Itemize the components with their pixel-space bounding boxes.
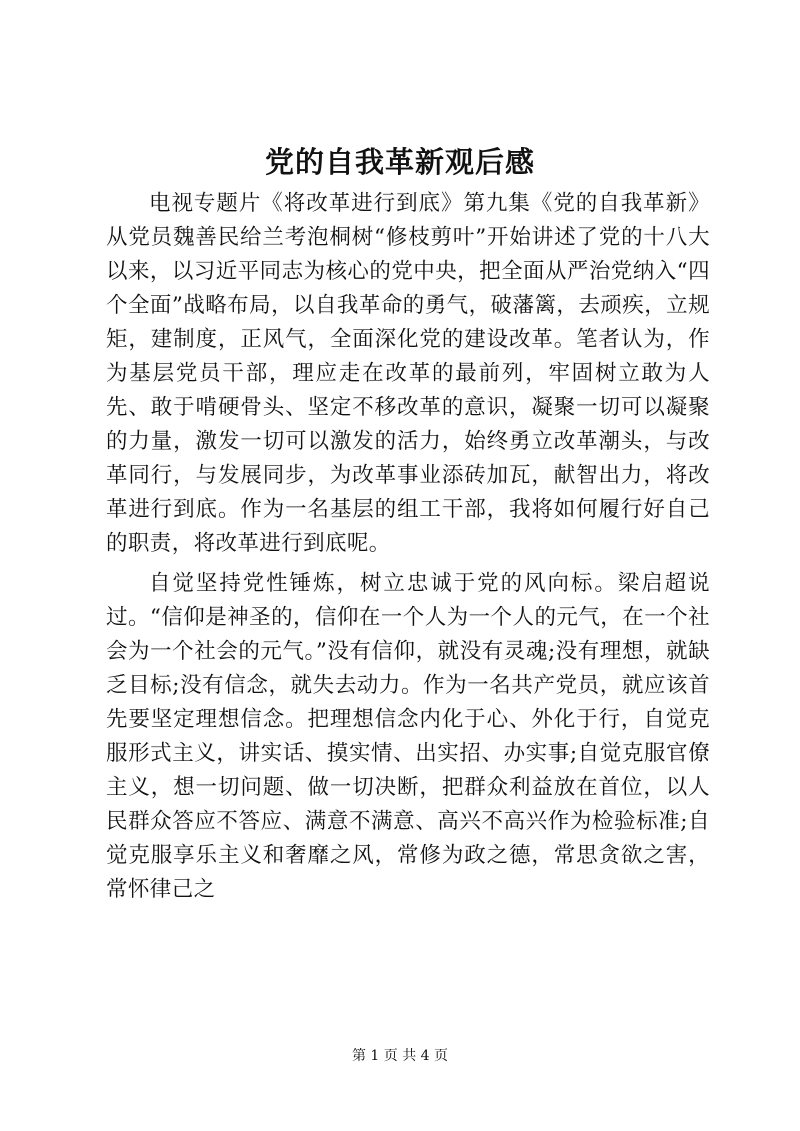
paragraph-2: 自觉坚持党性锤炼，树立忠诚于党的风向标。梁启超说过。“信仰是神圣的，信仰在一个人为一个人的元气，在一个社会为一个社会的元气。”没有信仰，就没有灵魂;没有理想，就缺乏目标;没有信念，就失去动力。作为一名共产党员，就应该首先要坚定理想信念。把理想信念内化于心、外化于行，自觉克服形式主义，讲实话、摸实情、出实招、办实事;自觉克服官僚主义，想一切问题、做一切决断，把群众利益放在首位，以人民群众答应不答应、满意不满意、高兴不高兴作为检验标准;自觉克服享乐主义和奢靡之风，常修为政之德，常思贪欲之害，常怀律己之 — [106, 571, 710, 902]
document-body — [106, 187, 710, 907]
page-number-footer: 第 1 页 共 4 页 — [351, 1048, 449, 1064]
document-title: 党的自我革新观后感 — [264, 145, 535, 179]
paragraph-1: 电视专题片《将改革进行到底》第九集《党的自我革新》从党员魏善民给兰考泡桐树“修枝剪叶”开始讲述了党的十八大以来，以习近平同志为核心的党中央，把全面从严治党纳入“四个全面”战略布局，以自我革命的勇气，破藩篱，去顽疾，立规矩，建制度，正风气，全面深化党的建设改革。笔者认为，作为基层党员干部，理应走在改革的最前列，牢固树立敢为人先、敢于啃硬骨头、坚定不移改革的意识，凝聚一切可以凝聚的力量，激发一切可以激发的活力，始终勇立改革潮头，与改革同行，与发展同步，为改革事业添砖加瓦，献智出力，将改革进行到底。作为一名基层的组工干部，我将如何履行好自己的职责，将改革进行到底呢。 — [106, 191, 710, 556]
